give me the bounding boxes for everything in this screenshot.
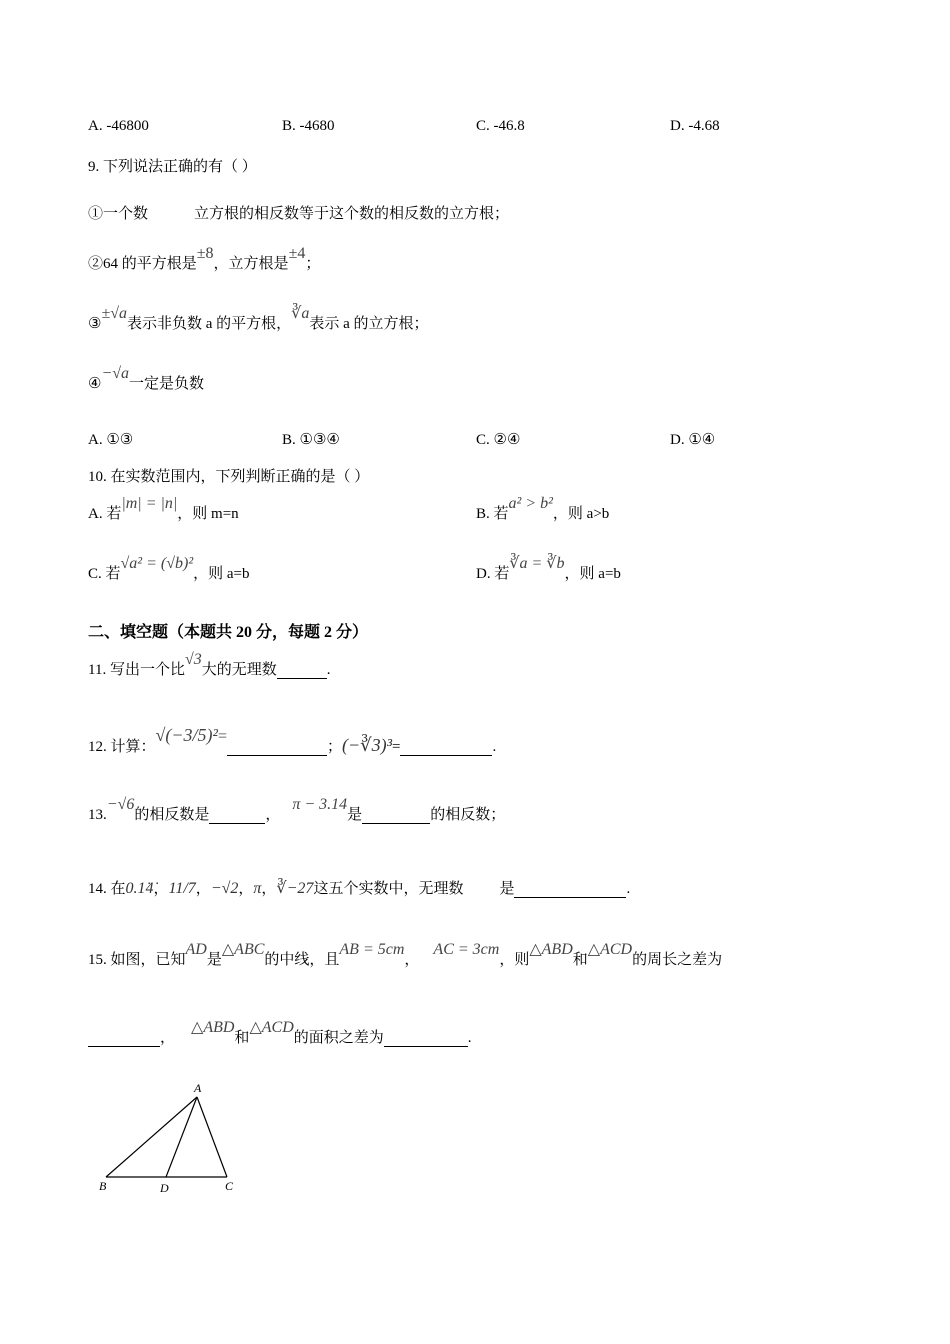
q9-stem-text: 9. 下列说法正确的有（ ） xyxy=(88,159,257,175)
q10-stem xyxy=(88,465,369,486)
q15-continued xyxy=(88,1019,472,1047)
answer-blank[interactable] xyxy=(362,809,430,824)
math: AB = 5cm xyxy=(339,941,405,958)
q11 xyxy=(88,651,331,679)
math: −√2 xyxy=(210,880,239,897)
math: −√6 xyxy=(106,796,135,813)
text: 10. 在实数范围内，下列判断正确的是（ ） xyxy=(88,469,370,485)
text: 的相反数是 xyxy=(134,807,210,823)
math: √a² = (√b)² xyxy=(120,555,194,572)
text: . xyxy=(467,1030,472,1046)
math: AC = 3cm xyxy=(433,941,500,958)
text: ，则 m=n xyxy=(177,506,239,522)
text: 12. 计算： xyxy=(88,739,156,755)
answer-blank[interactable] xyxy=(277,664,327,679)
text: ， xyxy=(153,881,169,897)
q9-statement-3 xyxy=(88,305,429,333)
q10-option-c xyxy=(88,555,250,583)
text: . xyxy=(626,881,631,897)
math: 11/7 xyxy=(168,880,196,897)
text: ； xyxy=(326,739,342,755)
text: 表示 a 的立方根； xyxy=(309,316,429,332)
text: 表示非负数 a 的平方根， xyxy=(127,316,292,332)
math: △ABD xyxy=(191,1019,235,1036)
math: √(−3/5)² xyxy=(155,725,218,745)
text: 的周长之差为 xyxy=(632,952,723,968)
math: ∛a xyxy=(291,305,310,322)
text: 是 xyxy=(206,952,222,968)
text: ； xyxy=(305,256,321,272)
math: −√a xyxy=(101,365,130,382)
math: ±√a xyxy=(101,305,128,322)
text: . xyxy=(326,662,331,678)
text: ， xyxy=(238,881,254,897)
math: △ACD xyxy=(587,941,633,958)
answer-blank[interactable] xyxy=(88,1032,160,1047)
q10-option-b xyxy=(476,495,610,523)
text: ③ xyxy=(88,316,102,332)
text: 大的无理数 xyxy=(201,662,277,678)
text: 13. xyxy=(88,807,107,823)
text: ，立方根是 xyxy=(213,256,289,272)
label-c: C xyxy=(225,1179,234,1193)
text: = xyxy=(217,728,227,745)
text: 二、填空题（本题共 20 分，每题 2 分） xyxy=(88,624,369,641)
q8-option-c: C. -46.8 xyxy=(476,118,525,134)
q15 xyxy=(88,941,723,969)
side-ab xyxy=(106,1097,197,1177)
answer-blank[interactable] xyxy=(227,741,327,756)
text: 的中线，且 xyxy=(264,952,340,968)
label-b: B xyxy=(99,1179,107,1193)
q8-option-b: B. -4680 xyxy=(282,118,335,134)
text: 一定是负数 xyxy=(129,376,205,392)
text: B. 若 xyxy=(476,506,509,522)
text: 和 xyxy=(234,1030,250,1046)
text: 的相反数； xyxy=(430,807,506,823)
q10-option-a xyxy=(88,495,239,523)
q9-statement-2 xyxy=(88,245,321,273)
q8-option-a: A. -46800 xyxy=(88,118,149,134)
text: ②64 的平方根是 xyxy=(88,256,197,272)
text: A. 若 xyxy=(88,506,122,522)
math: ∛a = ∛b xyxy=(509,555,565,572)
q9-option-a: A. ①③ xyxy=(88,432,134,448)
text: ，则 a=b xyxy=(564,566,621,582)
q14 xyxy=(88,877,630,898)
text: ， xyxy=(404,952,420,968)
q13 xyxy=(88,796,506,824)
q9-option-c: C. ②④ xyxy=(476,432,521,448)
math: |m| = |n| xyxy=(121,495,178,512)
text: ①一个数 xyxy=(88,206,149,222)
text: 14. 在 xyxy=(88,881,126,897)
answer-blank[interactable] xyxy=(384,1032,468,1047)
math: ∛−27 xyxy=(276,880,314,897)
text: ， xyxy=(261,881,277,897)
text: ，则 a=b xyxy=(193,566,250,582)
q9-statement-4 xyxy=(88,365,205,393)
text: 15. 如图，已知 xyxy=(88,952,186,968)
text: ， xyxy=(265,807,281,823)
answer-blank[interactable] xyxy=(514,883,626,898)
text: 的面积之差为 xyxy=(293,1030,384,1046)
text: ，则 xyxy=(499,952,530,968)
median-ad xyxy=(166,1097,197,1177)
q10-option-d xyxy=(476,555,621,583)
text: 这五个实数中，无理数 xyxy=(313,881,464,897)
text: D. 若 xyxy=(476,566,510,582)
math: AD xyxy=(185,941,207,958)
q12 xyxy=(88,725,497,756)
text: 是 xyxy=(499,881,515,897)
math: (−∛3)³ xyxy=(341,735,392,755)
text: 和 xyxy=(572,952,588,968)
math: △ABC xyxy=(221,941,265,958)
math: √3 xyxy=(184,651,202,668)
label-d: D xyxy=(160,1181,169,1195)
text: 是 xyxy=(347,807,363,823)
math: △ACD xyxy=(249,1019,294,1036)
math: a² > b² xyxy=(508,495,553,512)
math: ±4 xyxy=(288,245,306,262)
q9-option-b: B. ①③④ xyxy=(282,432,340,448)
text: = xyxy=(392,739,401,755)
text: C. 若 xyxy=(88,566,121,582)
math: π − 3.14 xyxy=(292,796,348,813)
q8-option-d: D. -4.68 xyxy=(670,118,720,134)
text: ，则 a>b xyxy=(552,506,610,522)
side-ac xyxy=(197,1097,227,1177)
answer-blank[interactable] xyxy=(400,741,492,756)
q9-statement-1 xyxy=(88,202,509,223)
text: . xyxy=(492,739,497,755)
label-a: A xyxy=(194,1081,202,1095)
text: ④ xyxy=(88,376,102,392)
q9-option-d: D. ①④ xyxy=(670,432,716,448)
text: ， xyxy=(160,1030,176,1046)
math: π xyxy=(253,880,262,897)
text: 11. 写出一个比 xyxy=(88,662,185,678)
q9-stem xyxy=(88,155,257,176)
math: 0.1̇4̇ xyxy=(125,880,154,897)
text: 立方根的相反数等于这个数的相反数的立方根； xyxy=(194,206,510,222)
text: ， xyxy=(195,881,211,897)
answer-blank[interactable] xyxy=(209,809,265,824)
section-heading xyxy=(88,619,368,642)
math: ±8 xyxy=(196,245,214,262)
triangle-figure xyxy=(90,1078,250,1203)
math: △ABD xyxy=(529,941,573,958)
